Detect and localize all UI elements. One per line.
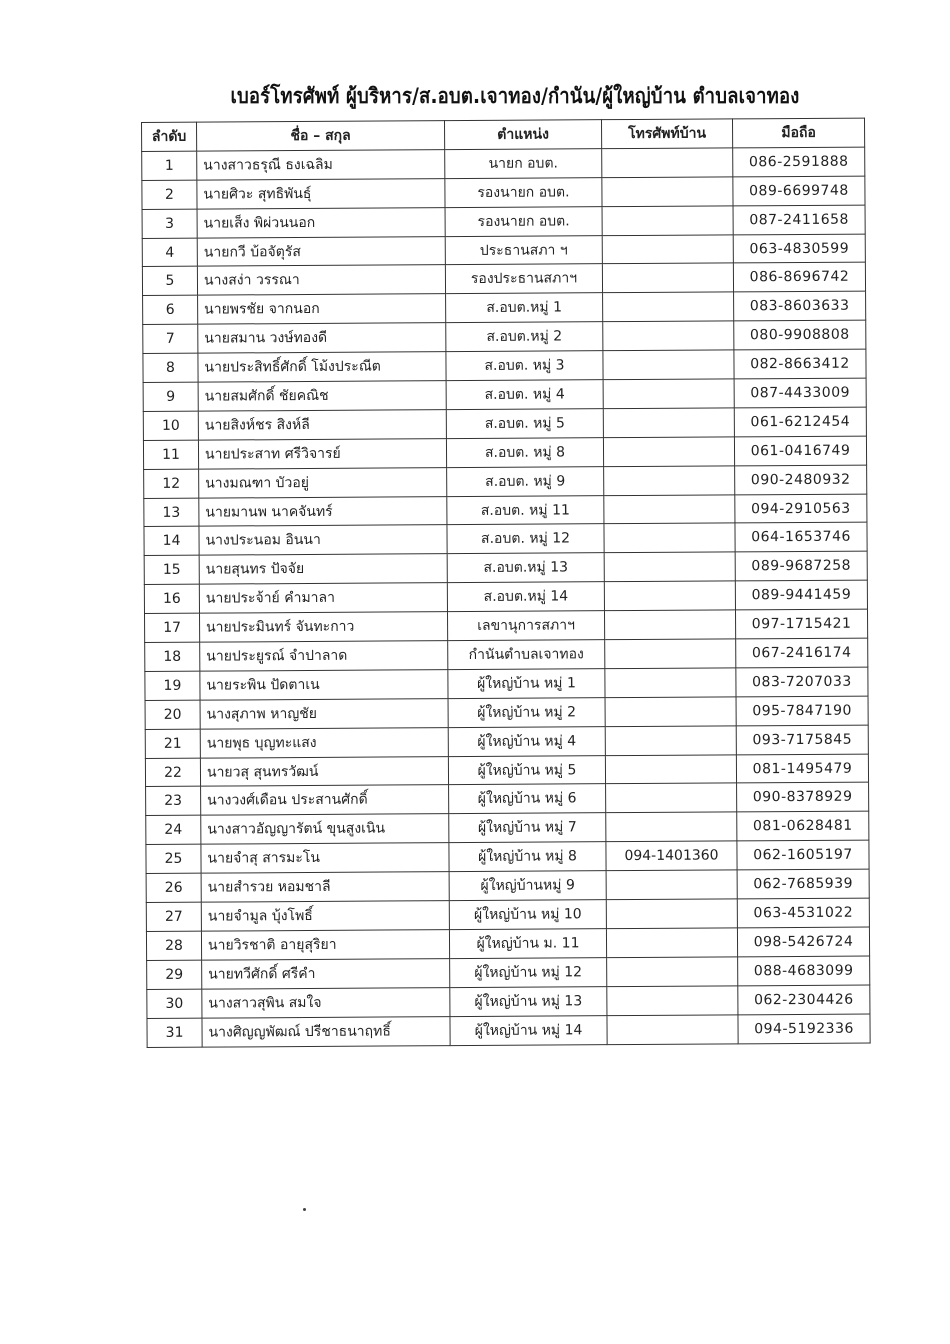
table-row xyxy=(145,754,868,787)
cell-no: 2 xyxy=(142,180,197,209)
cell-home-phone xyxy=(606,899,737,929)
header-mobile: มือถือ xyxy=(732,118,864,148)
cell-mobile: 089-6699748 xyxy=(733,176,865,206)
table-row xyxy=(147,956,870,989)
cell-mobile: 081-1495479 xyxy=(736,754,868,784)
cell-position: เลขานุการสภาฯ xyxy=(447,611,604,641)
cell-mobile: 090-8378929 xyxy=(737,783,869,813)
table-row xyxy=(142,205,865,238)
cell-name: นายระพิน ปัดตาเน xyxy=(200,670,448,700)
cell-no: 6 xyxy=(143,296,198,325)
cell-no: 24 xyxy=(146,816,201,845)
cell-home-phone xyxy=(605,668,736,698)
cell-mobile: 089-9687258 xyxy=(735,551,867,581)
cell-name: นางสง่า วรรณา xyxy=(197,265,445,295)
cell-position: ผู้ใหญ่บ้าน ม. 11 xyxy=(449,929,606,959)
table-body xyxy=(142,147,870,1047)
table-row xyxy=(145,696,868,729)
cell-position: ผู้ใหญ่บ้าน หมู่ 7 xyxy=(449,813,606,843)
cell-name: นายกวี บ้อจัตุรัส xyxy=(197,236,445,266)
cell-name: นางวงศ์เดือน ประสานศักดิ์ xyxy=(201,785,449,815)
cell-name: นางประนอม อินนา xyxy=(199,525,447,555)
cell-position: ผู้ใหญ่บ้าน หมู่ 2 xyxy=(448,697,605,727)
cell-position: ส.อบต. หมู่ 4 xyxy=(446,380,603,410)
cell-no: 22 xyxy=(145,758,200,787)
table-row xyxy=(143,378,866,411)
cell-no: 31 xyxy=(147,1018,202,1047)
cell-no: 3 xyxy=(142,209,197,238)
cell-mobile: 063-4531022 xyxy=(737,898,869,928)
cell-home-phone xyxy=(605,754,736,784)
cell-no: 30 xyxy=(147,989,202,1018)
cell-position: ประธานสภา ฯ xyxy=(445,235,602,265)
cell-position: ผู้ใหญ่บ้าน หมู่ 6 xyxy=(449,784,606,814)
cell-no: 27 xyxy=(146,902,201,931)
cell-position: กำนันตำบลเจาทอง xyxy=(448,640,605,670)
cell-position: ส.อบต.หมู่ 14 xyxy=(447,582,604,612)
table-row xyxy=(142,147,865,180)
header-name: ชื่อ – สกุล xyxy=(197,121,445,151)
table-row xyxy=(142,176,865,209)
cell-position: ส.อบต. หมู่ 12 xyxy=(447,524,604,554)
table-row xyxy=(145,725,868,758)
cell-home-phone xyxy=(607,1014,738,1044)
cell-position: ผู้ใหญ่บ้าน หมู่ 1 xyxy=(448,669,605,699)
cell-mobile: 062-1605197 xyxy=(737,840,869,870)
cell-name: นายวิรชาติ อายุสุริยา xyxy=(201,930,449,960)
cell-home-phone xyxy=(605,639,736,669)
cell-mobile: 067-2416174 xyxy=(736,638,868,668)
cell-home-phone xyxy=(602,177,733,207)
table-row xyxy=(144,580,867,613)
cell-no: 7 xyxy=(143,324,198,353)
cell-home-phone xyxy=(602,263,733,293)
table-row xyxy=(143,407,866,440)
table-row xyxy=(146,869,869,902)
header-position: ตำแหน่ง xyxy=(444,120,601,150)
cell-mobile: 090-2480932 xyxy=(735,465,867,495)
cell-position: ส.อบต. หมู่ 8 xyxy=(446,437,603,467)
cell-home-phone xyxy=(606,928,737,958)
cell-mobile: 081-0628481 xyxy=(737,811,869,841)
cell-no: 17 xyxy=(145,613,200,642)
cell-home-phone xyxy=(604,610,735,640)
cell-position: รองนายก อบต. xyxy=(445,177,602,207)
cell-mobile: 064-1653746 xyxy=(735,523,867,553)
cell-name: นายทวีศักดิ์ ศรีคำ xyxy=(202,958,450,988)
cell-name: นายประจ้าย์ คำมาลา xyxy=(199,583,447,613)
cell-position: ผู้ใหญ่บ้าน หมู่ 8 xyxy=(449,842,606,872)
cell-position: ผู้ใหญ่บ้าน หมู่ 13 xyxy=(450,986,607,1016)
cell-mobile: 088-4683099 xyxy=(738,956,870,986)
cell-home-phone xyxy=(604,523,735,553)
cell-mobile: 095-7847190 xyxy=(736,696,868,726)
cell-mobile: 080-9908808 xyxy=(734,320,866,350)
table-row xyxy=(144,494,867,527)
cell-mobile: 098-5426724 xyxy=(737,927,869,957)
table-row xyxy=(143,320,866,353)
cell-home-phone xyxy=(603,292,734,322)
cell-home-phone xyxy=(602,206,733,236)
table-header-row xyxy=(142,118,865,151)
table-row xyxy=(144,465,867,498)
cell-home-phone xyxy=(605,726,736,756)
cell-no: 8 xyxy=(143,353,198,382)
cell-position: ผู้ใหญ่บ้าน หมู่ 5 xyxy=(448,755,605,785)
table-row xyxy=(146,783,869,816)
cell-mobile: 063-4830599 xyxy=(733,234,865,264)
cell-name: นายเส็ง พิผ่วนนอก xyxy=(197,207,445,237)
cell-mobile: 093-7175845 xyxy=(736,725,868,755)
cell-position: ส.อบต.หมู่ 2 xyxy=(446,322,603,352)
cell-no: 11 xyxy=(143,440,198,469)
cell-mobile: 061-0416749 xyxy=(734,436,866,466)
cell-name: นางสาวสุพิน สมใจ xyxy=(202,987,450,1017)
cell-name: นายศิวะ สุทธิพันธุ์ xyxy=(197,178,445,208)
cell-name: นายประมินทร์ จันทะกาว xyxy=(200,612,448,642)
cell-mobile: 086-2591888 xyxy=(733,147,865,177)
cell-name: นายวสุ สุนทรวัฒน์ xyxy=(200,756,448,786)
cell-position: ส.อบต. หมู่ 5 xyxy=(446,409,603,439)
cell-mobile: 087-2411658 xyxy=(733,205,865,235)
table-row xyxy=(145,667,868,700)
cell-no: 23 xyxy=(146,787,201,816)
cell-position: ส.อบต. หมู่ 3 xyxy=(446,351,603,381)
cell-name: นางสาวอัญญารัตน์ ขุนสูงเนิน xyxy=(201,814,449,844)
table-row xyxy=(142,234,865,267)
table-row xyxy=(147,985,870,1018)
cell-position: ผู้ใหญ่บ้าน หมู่ 4 xyxy=(448,726,605,756)
cell-no: 1 xyxy=(142,151,197,180)
cell-mobile: 082-8663412 xyxy=(734,349,866,379)
cell-name: นายมานพ นาคจันทร์ xyxy=(199,496,447,526)
cell-no: 20 xyxy=(145,700,200,729)
table-row xyxy=(146,811,869,844)
cell-position: ส.อบต.หมู่ 13 xyxy=(447,553,604,583)
cell-home-phone xyxy=(604,581,735,611)
header-home-phone: โทรศัพท์บ้าน xyxy=(601,119,732,149)
cell-name: นางศิญญพัฒณ์ ปรีชาธนาฤทธิ์ xyxy=(202,1016,450,1046)
cell-home-phone xyxy=(604,494,735,524)
phone-directory-table xyxy=(141,118,871,1048)
table-row xyxy=(146,840,869,873)
cell-no: 26 xyxy=(146,873,201,902)
cell-name: นายพุธ บุญทะแสง xyxy=(200,727,448,757)
cell-name: นายสมาน วงษ์ทองดี xyxy=(198,323,446,353)
cell-no: 5 xyxy=(142,267,197,296)
cell-name: นายประสิทธิ์ศักดิ์ โม้งประณีต xyxy=(198,352,446,382)
cell-no: 4 xyxy=(142,238,197,267)
cell-mobile: 083-8603633 xyxy=(734,291,866,321)
cell-position: ผู้ใหญ่บ้าน หมู่ 10 xyxy=(449,900,606,930)
table-row xyxy=(146,898,869,931)
cell-mobile: 062-7685939 xyxy=(737,869,869,899)
cell-home-phone xyxy=(603,321,734,351)
cell-home-phone xyxy=(606,812,737,842)
cell-home-phone: 094-1401360 xyxy=(606,841,737,871)
cell-mobile: 086-8696742 xyxy=(733,263,865,293)
cell-no: 13 xyxy=(144,498,199,527)
cell-home-phone xyxy=(606,870,737,900)
cell-mobile: 094-2910563 xyxy=(735,494,867,524)
cell-no: 16 xyxy=(144,584,199,613)
cell-position: ผู้ใหญ่บ้าน หมู่ 12 xyxy=(450,957,607,987)
table-row xyxy=(143,349,866,382)
cell-no: 9 xyxy=(143,382,198,411)
cell-no: 19 xyxy=(145,671,200,700)
cell-mobile: 087-4433009 xyxy=(734,378,866,408)
table-row xyxy=(144,523,867,556)
cell-home-phone xyxy=(604,466,735,496)
cell-mobile: 094-5192336 xyxy=(738,1014,870,1044)
table-row xyxy=(146,927,869,960)
cell-name: นายสมศักดิ์ ชัยคณิช xyxy=(198,381,446,411)
cell-home-phone xyxy=(604,552,735,582)
cell-no: 10 xyxy=(143,411,198,440)
cell-position: รองประธานสภาฯ xyxy=(445,264,602,294)
cell-home-phone xyxy=(607,986,738,1016)
cell-home-phone xyxy=(603,408,734,438)
cell-name: นายสิงห์ชร สิงห์ลี xyxy=(198,410,446,440)
cell-no: 14 xyxy=(144,527,199,556)
table-row xyxy=(143,291,866,324)
cell-home-phone xyxy=(607,957,738,987)
page-title: เบอร์โทรศัพท์ ผู้บริหาร/ส.อบต.เจาทอง/กำนัน/ผู้ใหญ่บ้าน ตำบลเจาทอง xyxy=(230,84,800,108)
cell-home-phone xyxy=(603,437,734,467)
table-row xyxy=(144,551,867,584)
header-no: ลำดับ xyxy=(142,122,197,151)
cell-no: 25 xyxy=(146,844,201,873)
cell-no: 28 xyxy=(146,931,201,960)
cell-name: นายจำสุ สารมะโน xyxy=(201,843,449,873)
cell-home-phone xyxy=(605,697,736,727)
table-row xyxy=(142,263,865,296)
cell-no: 15 xyxy=(144,556,199,585)
cell-name: นางมณฑา บัวอยู่ xyxy=(199,467,447,497)
cell-name: นายประยูรณ์ จำปาลาด xyxy=(200,641,448,671)
cell-name: นายพรชัย จากนอก xyxy=(198,294,446,324)
cell-name: นายจำมูล บุ้งโพธิ์ xyxy=(201,901,449,931)
cell-mobile: 083-7207033 xyxy=(736,667,868,697)
cell-position: ส.อบต. หมู่ 11 xyxy=(447,495,604,525)
cell-name: นายประสาท ศรีวิจารย์ xyxy=(198,438,446,468)
cell-home-phone xyxy=(602,234,733,264)
cell-mobile: 061-6212454 xyxy=(734,407,866,437)
cell-mobile: 089-9441459 xyxy=(735,580,867,610)
cell-name: นางสาวธรุณี ธงเฉลิม xyxy=(197,150,445,180)
cell-home-phone xyxy=(602,148,733,178)
cell-position: ส.อบต.หมู่ 1 xyxy=(446,293,603,323)
cell-position: ส.อบต. หมู่ 9 xyxy=(447,466,604,496)
stray-dot xyxy=(303,1208,306,1211)
cell-name: นายสุนทร ปัจจัย xyxy=(199,554,447,584)
cell-home-phone xyxy=(606,783,737,813)
cell-name: นายสำรวย หอมชาลี xyxy=(201,872,449,902)
cell-position: ผู้ใหญ่บ้านหมู่ 9 xyxy=(449,871,606,901)
cell-position: ผู้ใหญ่บ้าน หมู่ 14 xyxy=(450,1015,607,1045)
cell-name: นางสุภาพ หาญชัย xyxy=(200,698,448,728)
cell-position: นายก อบต. xyxy=(445,149,602,179)
cell-mobile: 097-1715421 xyxy=(735,609,867,639)
table-row xyxy=(145,609,868,642)
cell-position: รองนายก อบต. xyxy=(445,206,602,236)
table-row xyxy=(145,638,868,671)
table-row xyxy=(147,1014,870,1047)
cell-mobile: 062-2304426 xyxy=(738,985,870,1015)
cell-no: 21 xyxy=(145,729,200,758)
cell-no: 12 xyxy=(144,469,199,498)
cell-no: 29 xyxy=(147,960,202,989)
cell-home-phone xyxy=(603,379,734,409)
table-row xyxy=(143,436,866,469)
cell-home-phone xyxy=(603,350,734,380)
cell-no: 18 xyxy=(145,642,200,671)
